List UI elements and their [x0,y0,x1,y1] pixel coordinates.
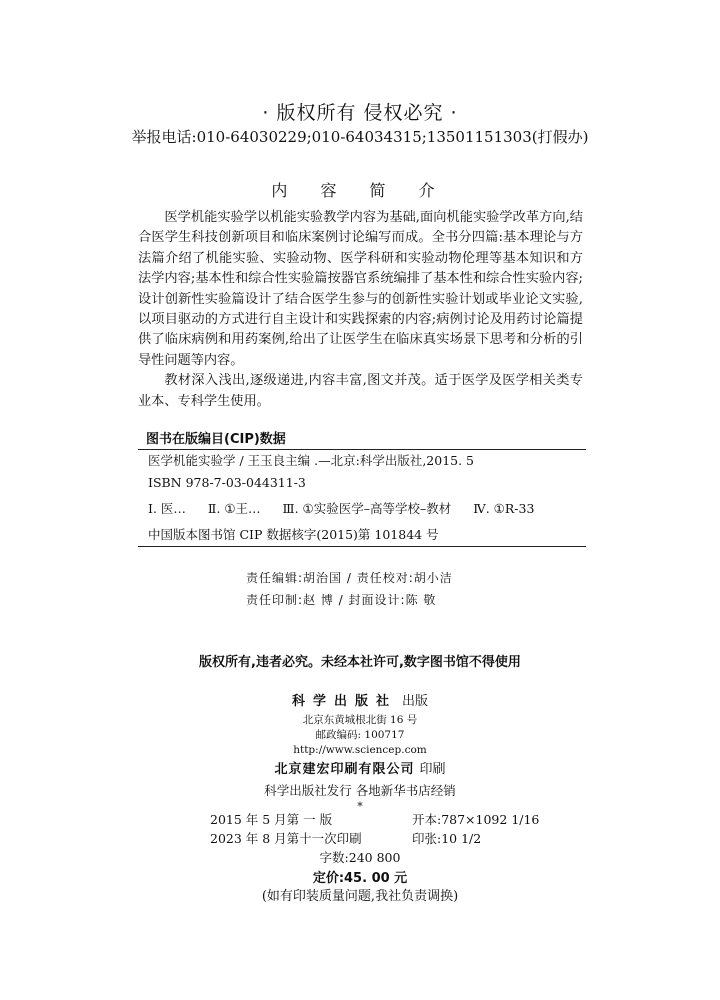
publisher-block [0,690,720,813]
publisher-url: http://www.sciencep.com [293,744,427,756]
usage-notice: 版权所有,违者必究。未经本社许可,数字图书馆不得使用 [199,655,521,670]
cip-class-3: Ⅲ. ①实验医学–高等学校–教材 [282,501,452,516]
quality-note: (如有印装质量问题,我社负责调换) [261,889,459,904]
summary-paragraph-1: 医学机能实验学以机能实验教学内容为基础,面向机能实验学改革方向,结合医学生科技创新项目和临床案例讨论编写而成。全书分四篇:基本理论与方法篇介绍了机能实验、实验动物、医学科研和实验动物伦理等基本知识和方法学内容;基本性和综合性实验篇按器官系统编排了基本性和综合性实验内容;设计创新性实验篇设计了结合医学生参与的创新性实验计划或毕业论文实验,以项目驱动的方式进行自主设计和实践探索的内容;病例讨论及用药讨论篇提供了临床病例和用药案例,给出了让医学生在临床真实场景下思考和分析的引导性问题等内容。 [138,210,583,368]
distribution-line: 科学出版社发行 各地新华书店经销 [264,783,456,798]
publisher-address: 北京东黄城根北街 16 号 [302,714,418,726]
separator-star: * [357,800,363,813]
copyright-title: · 版权所有 侵权必究 · [262,102,458,124]
printer-suffix: 印刷 [419,762,446,777]
cip-number: 中国版本图书馆 CIP 数据核字(2015)第 101844 号 [148,527,439,542]
report-phone-line: 举报电话:010-64030229;010-64034315;13501151303(打假办) [131,128,589,146]
publisher-suffix: 出版 [402,694,429,709]
publisher-name: 科学出版社 [291,694,397,709]
edition-sheets: 印张:10 1/2 [411,831,482,846]
cip-bibliographic-line: 医学机能实验学 / 王玉良主编 .—北京:科学出版社,2015. 5 [148,453,475,468]
edition-first: 2015 年 5 月第 一 版 [210,812,333,827]
cip-isbn: ISBN 978-7-03-044311-3 [148,475,306,490]
cip-class-4: Ⅳ. ①R-33 [473,501,535,516]
publisher-postcode: 邮政编码: 100717 [315,729,405,741]
cip-class-2: Ⅱ. ①王… [207,501,261,516]
staff-credits [246,567,453,611]
printer-name: 北京建宏印刷有限公司 [274,762,415,777]
edition-reprint: 2023 年 8 月第十一次印刷 [210,831,362,846]
cip-classification [138,498,586,520]
cip-class-1: Ⅰ. 医… [148,501,186,516]
edition-format: 开本:787×1092 1/16 [411,812,540,827]
price: 定价:45. 00 元 [312,871,408,886]
word-count: 字数:240 800 [319,850,401,865]
edition-info [210,810,539,848]
staff-line-1: 责任编辑:胡治国 / 责任校对:胡小洁 [246,571,453,585]
summary-paragraph-2: 教材深入浅出,逐级递进,内容丰富,图文并茂。适于医学及医学相关类专业本、专科学生使用。 [138,373,583,409]
summary-body [138,208,583,412]
cip-title: 图书在版编目(CIP)数据 [146,432,286,447]
cip-box [138,449,586,547]
summary-title: 内 容 简 介 [271,181,449,200]
staff-line-2: 责任印制:赵 博 / 封面设计:陈 敬 [246,593,437,607]
